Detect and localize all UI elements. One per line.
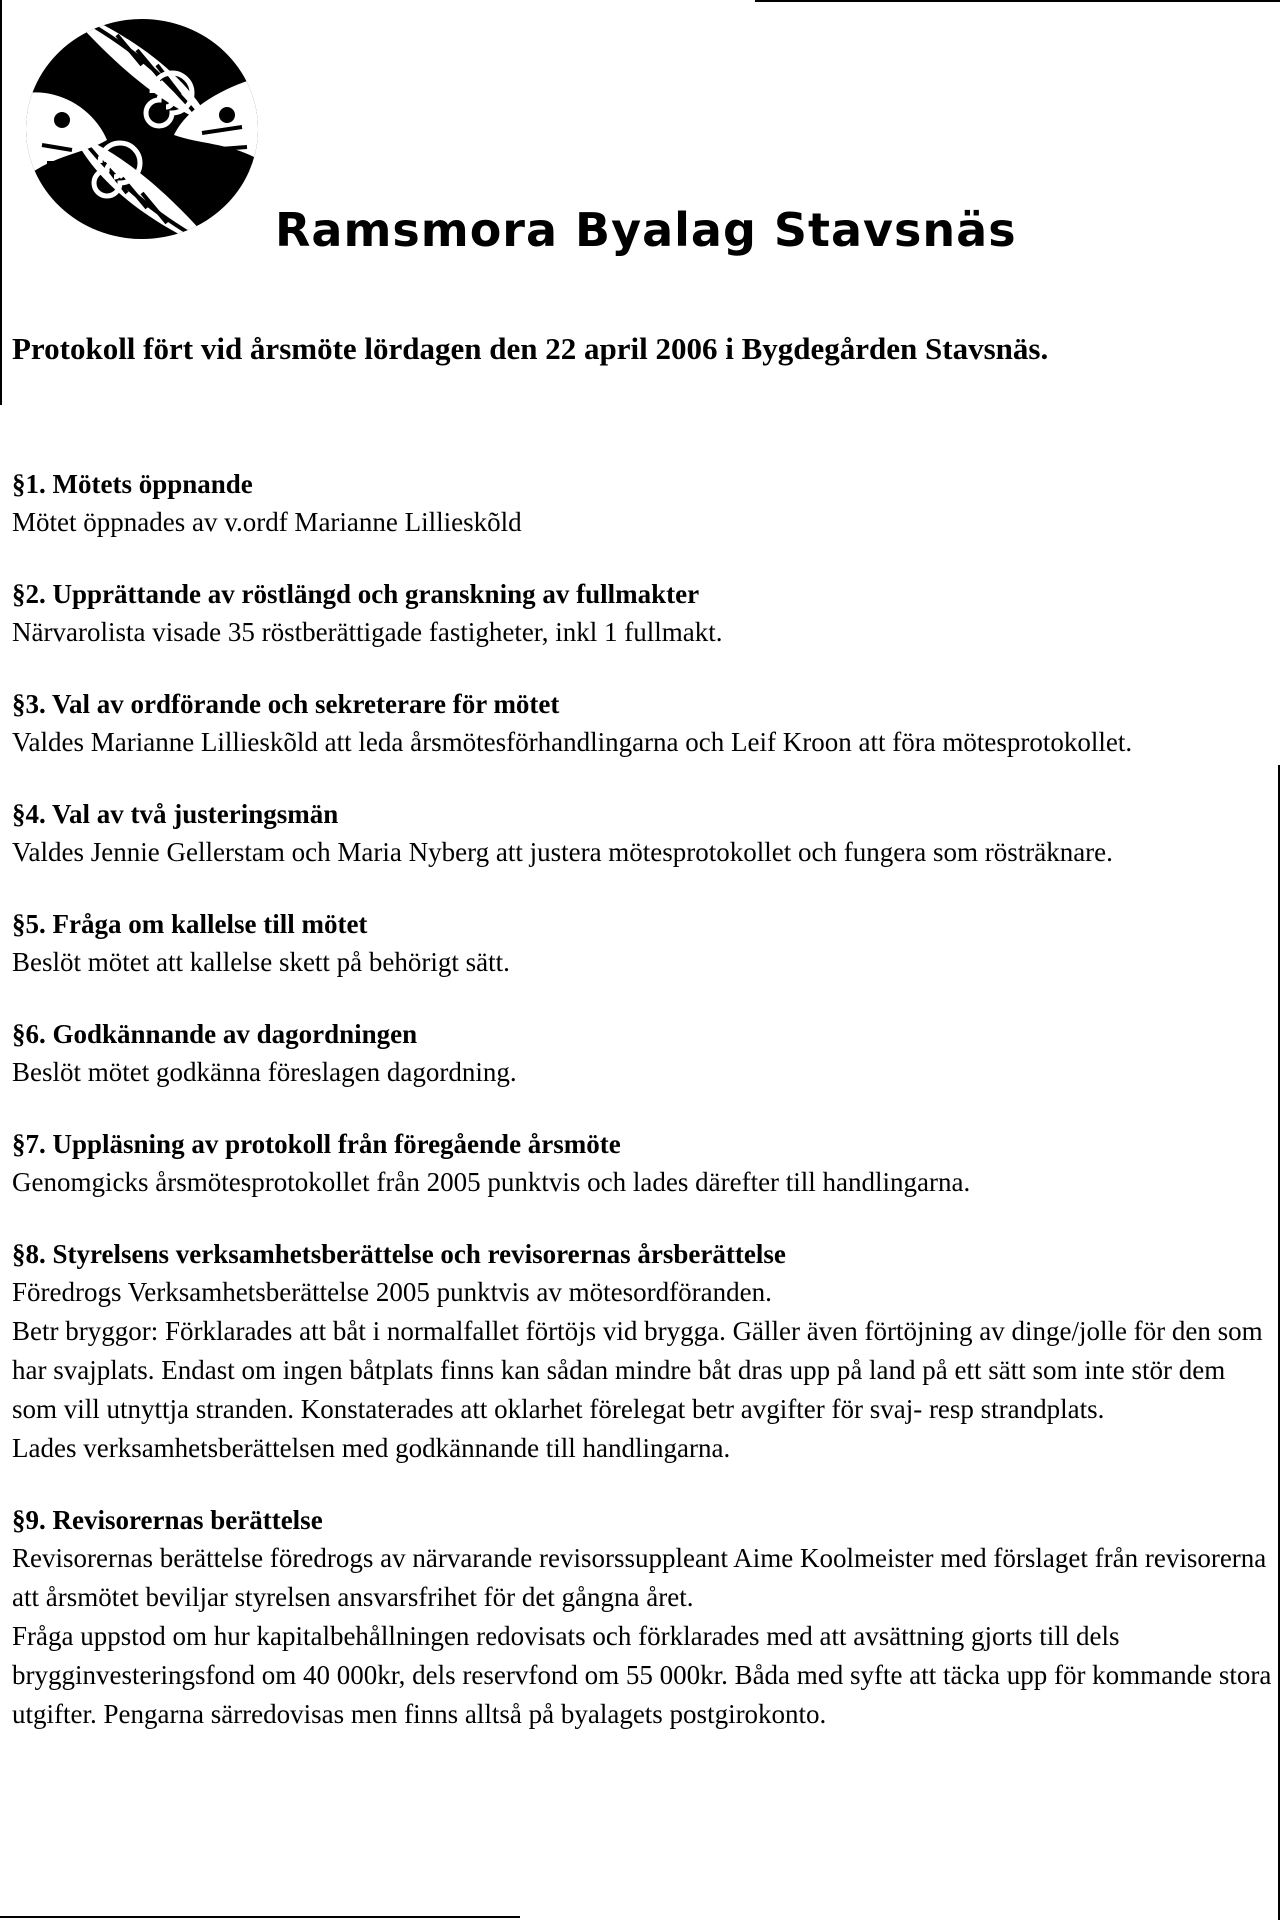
section-text: Genomgicks årsmötesprotokollet från 2005 punktvis och lades därefter till handlingarna.: [12, 1167, 971, 1197]
section-text: Valdes Jennie Gellerstam och Maria Nyberg att justera mötesprotokollet och fungera som rösträknare.: [12, 837, 1113, 867]
section-text: Närvarolista visade 35 röstberättigade fastigheter, inkl 1 fullmakt.: [12, 617, 723, 647]
section-text: Mötet öppnades av v.ordf Marianne Lillieskõld: [12, 507, 522, 537]
section-heading: §3. Val av ordförande och sekreterare för mötet: [12, 689, 560, 719]
section-2: [12, 575, 1274, 652]
section-heading: §2. Upprättande av röstlängd och granskning av fullmakter: [12, 579, 700, 609]
section-heading: §7. Uppläsning av protokoll från föregående årsmöte: [12, 1129, 621, 1159]
section-heading: §9. Revisorernas berättelse: [12, 1505, 323, 1535]
section-9: [12, 1501, 1274, 1734]
section-1: [12, 465, 1274, 542]
scan-border-left: [0, 0, 2, 405]
section-4: [12, 795, 1274, 872]
section-5: [12, 905, 1274, 982]
section-heading: §1. Mötets öppnande: [12, 469, 253, 499]
organization-name: Ramsmora Byalag Stavsnäs: [275, 203, 1017, 257]
section-text: Valdes Marianne Lillieskõld att leda årsmötesförhandlingarna och Leif Kroon att föra mötesprotokollet.: [12, 727, 1133, 757]
section-text: Lades verksamhetsberättelsen med godkännande till handlingarna.: [12, 1433, 731, 1463]
section-text: Betr bryggor: Förklarades att båt i normalfallet förtöjs vid brygga. Gäller även förtöjning av dinge/jolle för den som har svajplats. Endast om ingen båtplats finns kan sådan mindre båt dras upp på land på ett sätt som inte stör dem som vill utnyttja stranden. Konstaterades att oklarhet förelegat betr avgifter för svaj- resp strandplats.: [12, 1316, 1263, 1424]
section-6: [12, 1015, 1274, 1092]
section-text: Föredrogs Verksamhetsberättelse 2005 punktvis av mötesordföranden.: [12, 1277, 772, 1307]
section-heading: §4. Val av två justeringsmän: [12, 799, 339, 829]
letterhead: [22, 15, 1262, 265]
section-7: [12, 1125, 1274, 1202]
section-text: Revisorernas berättelse föredrogs av närvarande revisorssuppleant Aime Koolmeister med förslaget från revisorerna att årsmötet beviljar styrelsen ansvarsfrihet för det gångna året.: [12, 1543, 1267, 1612]
document-title: Protokoll fört vid årsmöte lördagen den 22 april 2006 i Bygdegården Stavsnäs.: [12, 331, 1049, 366]
scan-border-top: [755, 0, 1280, 2]
section-3: [12, 685, 1274, 762]
section-text: Beslöt mötet att kallelse skett på behörigt sätt.: [12, 947, 510, 977]
section-8: [12, 1235, 1274, 1468]
section-text: Beslöt mötet godkänna föreslagen dagordning.: [12, 1057, 517, 1087]
minutes-sections: [12, 465, 1274, 1767]
section-heading: §8. Styrelsens verksamhetsberättelse och revisorernas årsberättelse: [12, 1239, 786, 1269]
section-text: Fråga uppstod om hur kapitalbehållningen redovisats och förklarades med att avsättning gjorts till dels brygginvesteringsfond om 40 000kr, dels reservfond om 55 000kr. Båda med syfte att täcka upp för kommande stora utgifter. Pengarna särredovisas men finns alltså på byalagets postgirokonto.: [12, 1621, 1272, 1729]
fish-circle-logo-icon: [22, 15, 262, 243]
scan-border-bottom: [0, 1916, 520, 1918]
section-heading: §6. Godkännande av dagordningen: [12, 1019, 418, 1049]
section-heading: §5. Fråga om kallelse till mötet: [12, 909, 368, 939]
